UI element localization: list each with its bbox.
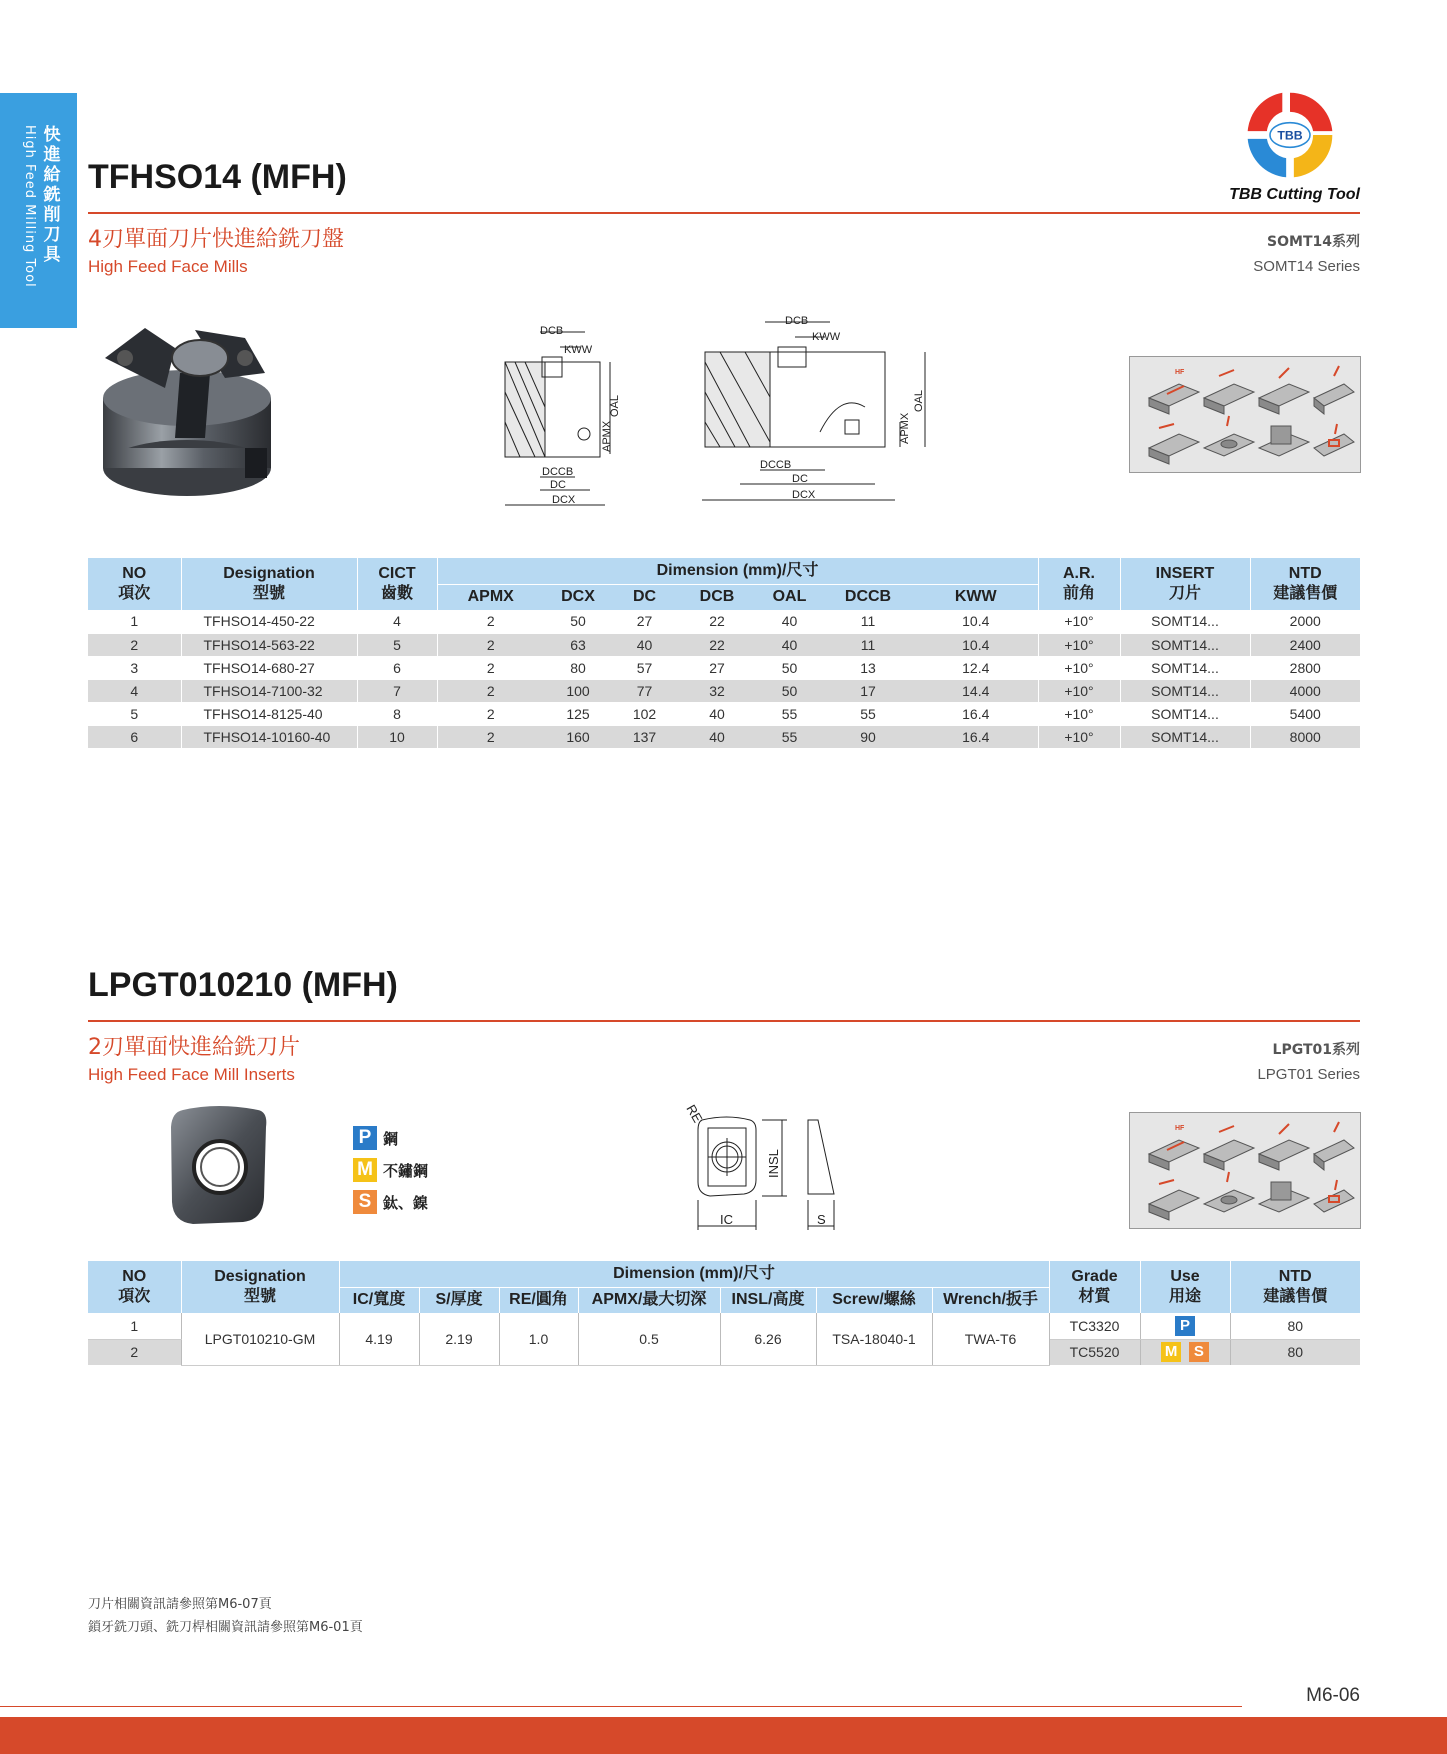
th-use: Use 用途 (1140, 1261, 1230, 1313)
page-number: M6-06 (1306, 1685, 1360, 1706)
th-oal: OAL (757, 584, 822, 610)
svg-text:DC: DC (550, 479, 566, 491)
svg-text:DCCB: DCCB (542, 466, 574, 478)
svg-text:OAL: OAL (609, 394, 621, 417)
svg-text:HF: HF (1175, 1125, 1185, 1132)
svg-text:OAL: OAL (913, 389, 925, 412)
svg-text:DCCB: DCCB (760, 459, 792, 471)
table-row: 6 TFHSO14-10160-40 10 2 160 137 40 55 90 16.4 +10° SOMT14... 8000 (88, 725, 1360, 748)
table-row: 4 TFHSO14-7100-32 7 2 100 77 32 50 17 14.4 +10° SOMT14... 4000 (88, 679, 1360, 702)
material-s-badge: S (1189, 1342, 1209, 1362)
legend-item-p (353, 1122, 428, 1154)
face-mill-spec-table (88, 558, 1360, 749)
th-insl: INSL/高度 (720, 1287, 816, 1313)
material-m-badge: M (1161, 1342, 1181, 1362)
th-cict: CICT 齒數 (357, 558, 437, 610)
table-row: 1 LPGT010210-GM 4.19 2.19 1.0 0.5 6.26 TSA-18040-1 TWA-T6 TC3320 P 80 (88, 1313, 1360, 1339)
svg-text:APMX: APMX (601, 420, 613, 452)
section1-subtitle-zh: 4刃單面刀片快進給銑刀盤 (88, 227, 344, 252)
material-m-badge: M (353, 1158, 377, 1182)
insert-spec-table (88, 1261, 1360, 1366)
th-kww: KWW (914, 584, 1038, 610)
material-legend (353, 1122, 428, 1218)
th-dimension: Dimension (mm)/尺寸 (437, 558, 1038, 584)
section1-title: TFHSO14 (MFH) (88, 158, 347, 196)
face-mill-product-image (95, 318, 280, 508)
th-dimension: Dimension (mm)/尺寸 (339, 1261, 1049, 1287)
th-wrench: Wrench/扳手 (932, 1287, 1049, 1313)
th-no: NO 項次 (88, 558, 181, 610)
section2-series-zh: LPGT01系列 (1272, 1042, 1360, 1058)
material-s-badge: S (353, 1190, 377, 1214)
legend-label: 鋼 (383, 1129, 399, 1148)
th-dccb: DCCB (822, 584, 914, 610)
svg-text:KWW: KWW (812, 331, 841, 343)
side-category-tab (0, 93, 77, 328)
th-no: NO 項次 (88, 1261, 181, 1313)
th-apmx: APMX (437, 584, 544, 610)
svg-text:HF: HF (1175, 369, 1185, 376)
side-tab-zh: 快進給銑削刀具 (43, 125, 61, 265)
th-designation: Designation 型號 (181, 558, 357, 610)
face-mill-section-diagram-small (500, 322, 621, 517)
face-mill-section-diagram-large (700, 312, 932, 517)
svg-text:DCX: DCX (552, 494, 576, 506)
th-insert: INSERT 刀片 (1120, 558, 1250, 610)
insert-dimension-diagram (682, 1100, 842, 1232)
section2-title: LPGT010210 (MFH) (88, 966, 398, 1004)
legend-item-s (353, 1186, 428, 1218)
svg-text:APMX: APMX (899, 412, 911, 444)
svg-text:DCB: DCB (540, 325, 564, 337)
table-row: 2 TFHSO14-563-22 5 2 63 40 22 40 11 10.4 +10° SOMT14... 2400 (88, 633, 1360, 656)
table-row: 5 TFHSO14-8125-40 8 2 125 102 40 55 55 16.4 +10° SOMT14... 5400 (88, 702, 1360, 725)
logo-text: TBB Cutting Tool (1229, 186, 1360, 203)
th-ic: IC/寬度 (339, 1287, 419, 1313)
th-ntd: NTD 建議售價 (1230, 1261, 1360, 1313)
svg-text:DC: DC (792, 473, 808, 485)
application-icons-panel-2 (1129, 1112, 1361, 1229)
svg-text:RE: RE (683, 1102, 706, 1126)
footnote-insert-ref: 刀片相關資訊請參照第M6-07頁 (88, 1597, 272, 1612)
insert-product-image (168, 1102, 273, 1228)
footnote-holder-ref: 鎖牙銑刀頭、銑刀桿相關資訊請參照第M6-01頁 (88, 1620, 363, 1635)
section2-rule (88, 1020, 1360, 1022)
section1-rule (88, 212, 1360, 214)
th-re: RE/圓角 (499, 1287, 578, 1313)
th-dc: DC (612, 584, 677, 610)
th-grade: Grade 材質 (1049, 1261, 1140, 1313)
th-s: S/厚度 (419, 1287, 499, 1313)
svg-text:DCX: DCX (792, 489, 816, 501)
th-designation: Designation 型號 (181, 1261, 339, 1313)
legend-label: 鈦、鎳 (383, 1193, 429, 1212)
th-dcb: DCB (677, 584, 757, 610)
footer-rule (0, 1706, 1242, 1707)
section1-subtitle-en: High Feed Face Mills (88, 257, 248, 276)
tbb-logo-icon (1240, 85, 1340, 185)
svg-text:INSL: INSL (766, 1149, 781, 1178)
section1-series-zh: SOMT14系列 (1267, 234, 1360, 250)
svg-text:KWW: KWW (564, 344, 593, 356)
section2-subtitle-zh: 2刃單面快進給銑刀片 (88, 1035, 300, 1060)
th-dcx: DCX (544, 584, 612, 610)
material-p-badge: P (353, 1126, 377, 1150)
table-row: 1 TFHSO14-450-22 4 2 50 27 22 40 11 10.4 +10° SOMT14... 2000 (88, 610, 1360, 633)
th-ar: A.R. 前角 (1038, 558, 1120, 610)
section2-subtitle-en: High Feed Face Mill Inserts (88, 1065, 295, 1084)
section2-series-en: LPGT01 Series (1257, 1066, 1360, 1083)
footer-bar (0, 1717, 1447, 1754)
application-icons-panel-1 (1129, 356, 1361, 473)
material-p-badge: P (1175, 1316, 1195, 1336)
logo-mark: TBB (1277, 128, 1303, 143)
side-tab-en: High Feed Milling Tool (22, 125, 37, 288)
svg-text:IC: IC (720, 1212, 733, 1227)
th-ntd: NTD 建議售價 (1250, 558, 1360, 610)
svg-text:S: S (817, 1212, 826, 1227)
table-row: 2 TC5520 M S 80 (88, 1339, 1360, 1365)
svg-text:DCB: DCB (785, 315, 809, 327)
table-row: 3 TFHSO14-680-27 6 2 80 57 27 50 13 12.4 +10° SOMT14... 2800 (88, 656, 1360, 679)
section1-series-en: SOMT14 Series (1253, 258, 1360, 275)
th-apmx: APMX/最大切深 (578, 1287, 720, 1313)
legend-label: 不鏽鋼 (383, 1161, 429, 1180)
th-screw: Screw/螺絲 (816, 1287, 932, 1313)
legend-item-m (353, 1154, 428, 1186)
